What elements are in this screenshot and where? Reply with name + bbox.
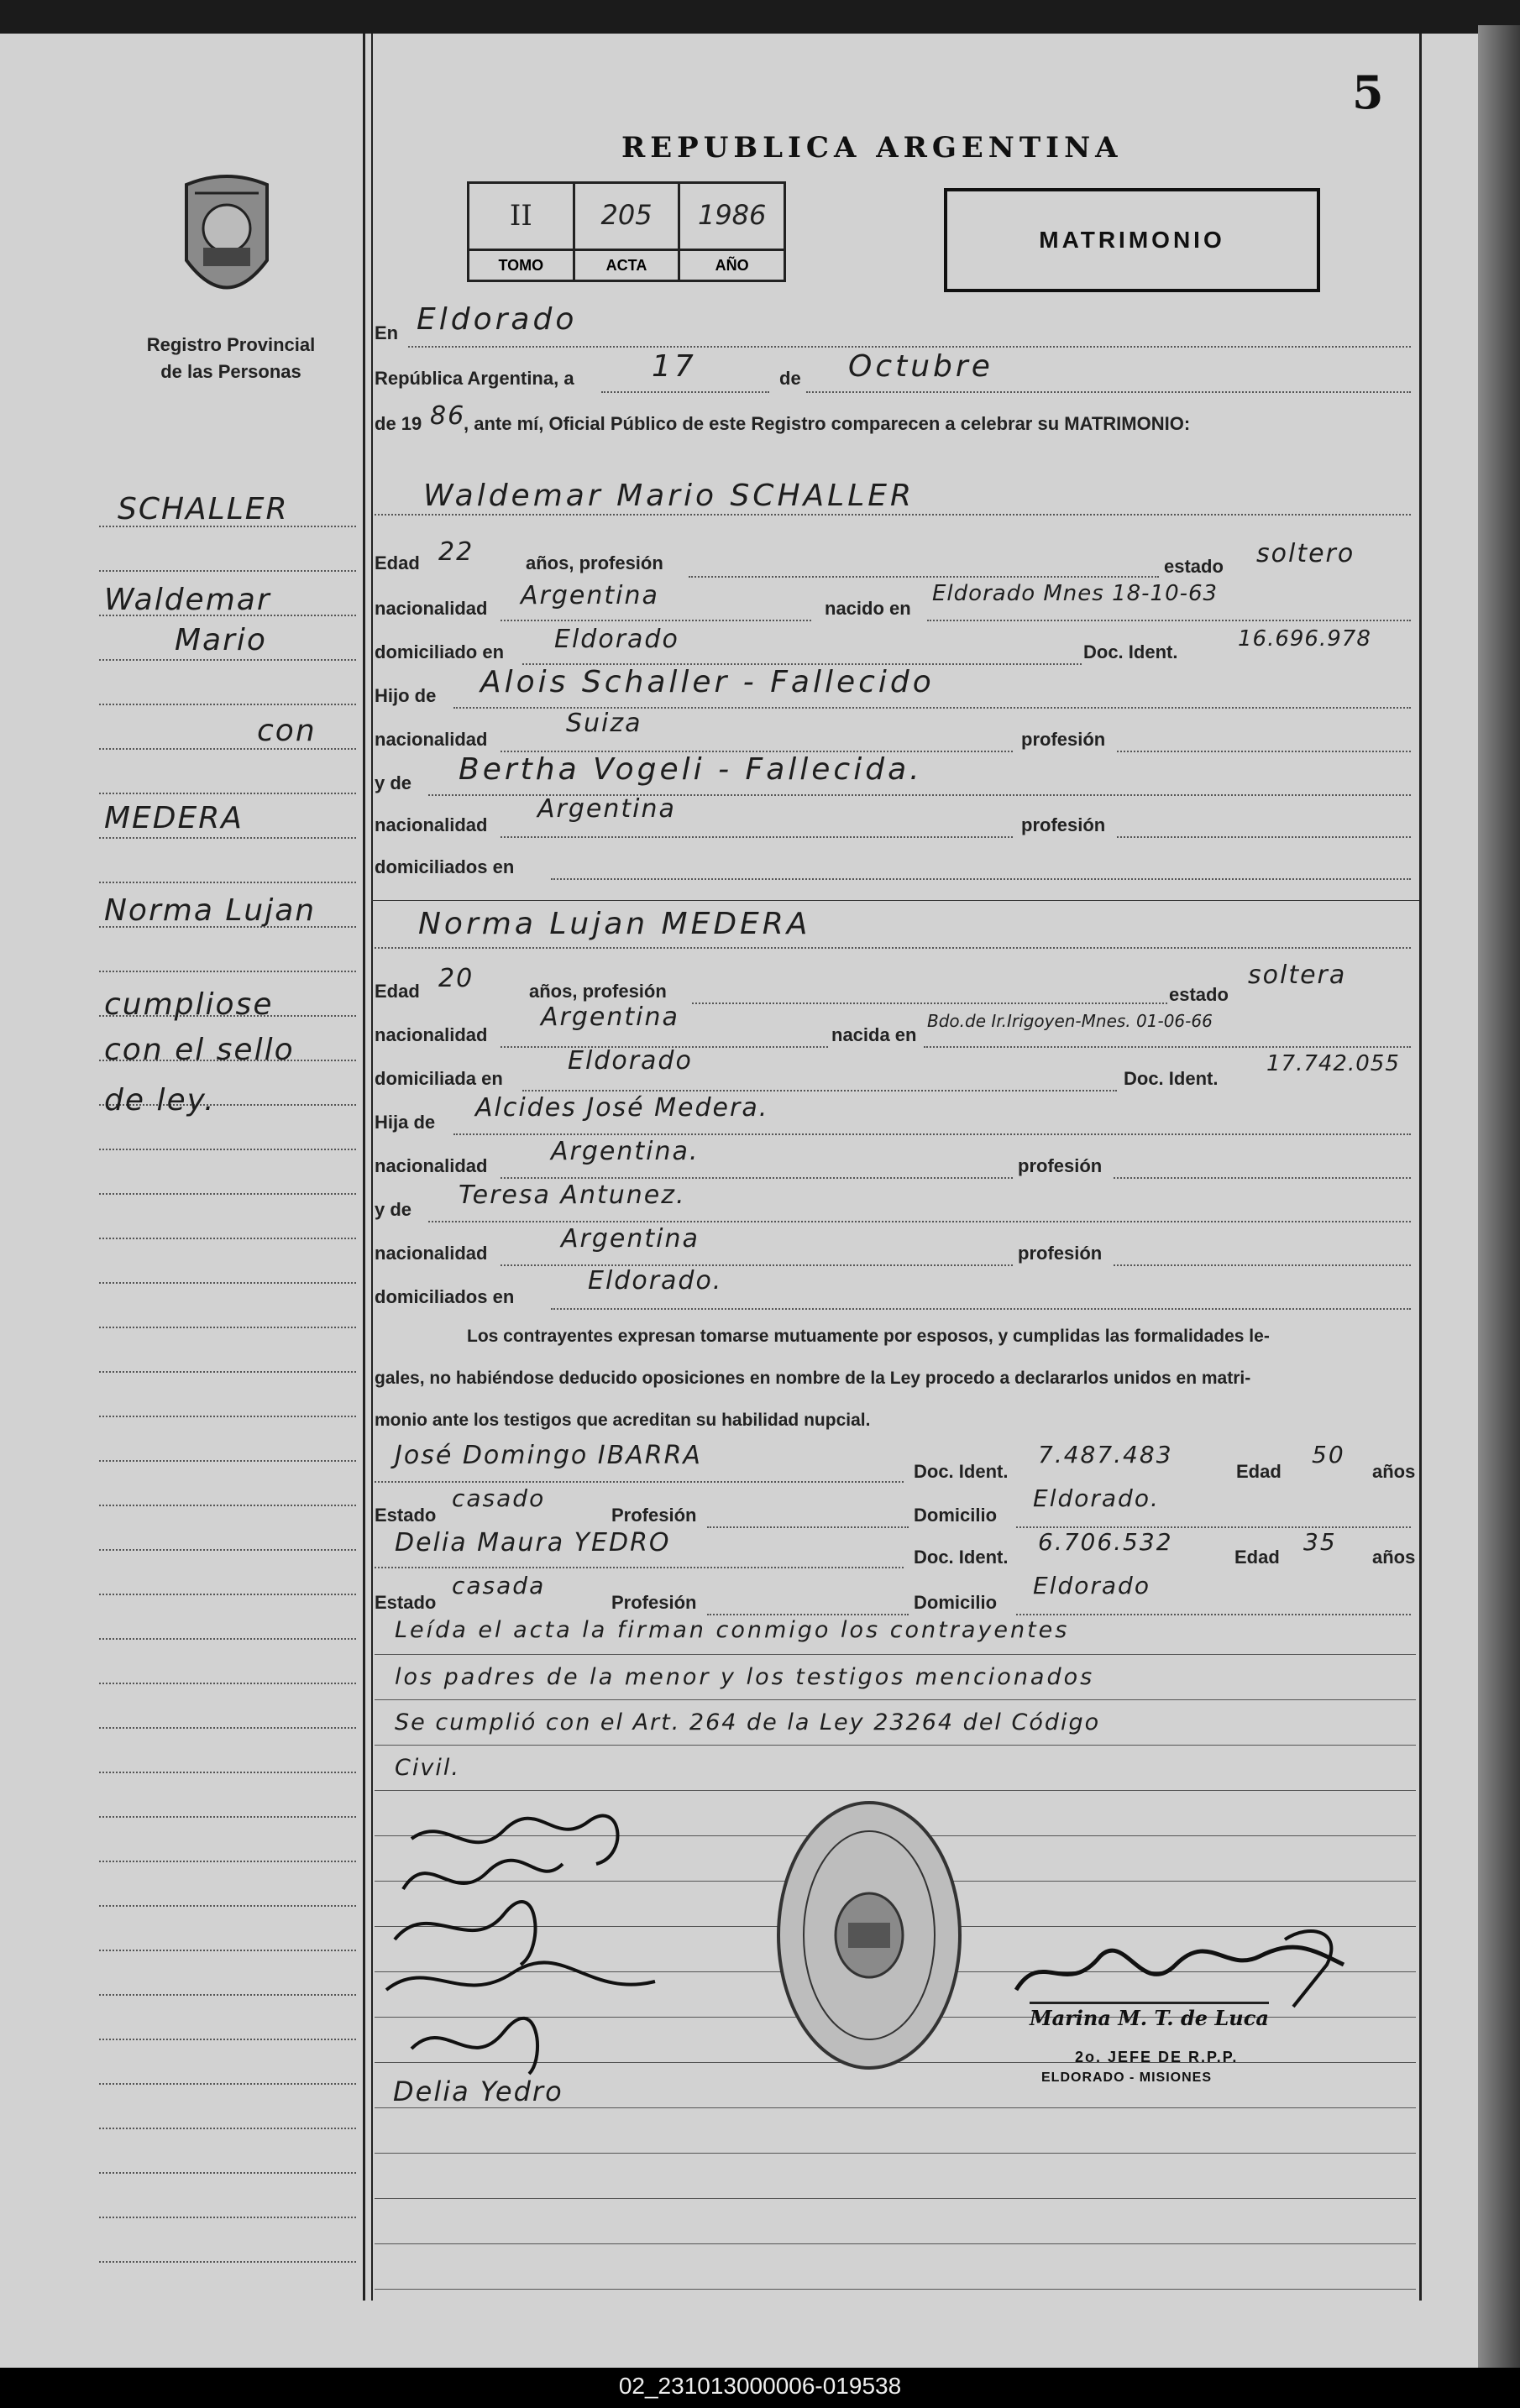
margin-note-3: de ley. (104, 1083, 216, 1118)
declaration-line-1: Los contrayentes expresan tomarse mutuamente por esposos, y cumplidas las formalidades le- (467, 1327, 1270, 1346)
margin-ruled-line (99, 1505, 356, 1506)
bride-full-name: Norma Lujan MEDERA (418, 907, 811, 941)
page-number: 5 (1352, 65, 1384, 119)
margin-ruled-line (99, 2261, 356, 2263)
acta-cell (575, 184, 681, 280)
label-w2-edad: Edad (1234, 1547, 1280, 1568)
margin-ruled-line (99, 2128, 356, 2129)
witness-1-name: José Domingo IBARRA (395, 1441, 702, 1470)
margin-ruled-line (99, 1905, 356, 1907)
bride-nacionalidad: Argentina (541, 1002, 679, 1032)
groom-mother-nac: Argentina (537, 794, 676, 824)
label-bride-father-nac: nacionalidad (375, 1155, 488, 1176)
witness-1-domicilio: Eldorado. (1033, 1484, 1160, 1512)
label-groom-anos-profesion: años, profesión (526, 552, 663, 573)
groom-nacionalidad: Argentina (521, 581, 659, 610)
body-ruled-line (375, 1790, 1416, 1791)
label-groom-domiciliados: domiciliados en (375, 856, 515, 877)
label-bride-father-prof: profesión (1018, 1155, 1103, 1176)
label-w1-doc: Doc. Ident. (914, 1461, 1009, 1482)
inner-rule (371, 34, 373, 2301)
groom-mother: Bertha Vogeli - Fallecida. (459, 752, 923, 787)
document-type: MATRIMONIO (1039, 227, 1225, 253)
line-bride-father-prof (1114, 1177, 1411, 1179)
margin-ruled-line (99, 2217, 356, 2218)
margin-ruled-line (99, 1638, 356, 1640)
coat-of-arms-icon (170, 168, 284, 319)
margin-ruled-line (99, 1683, 356, 1684)
margin-ruled-line (99, 1950, 356, 1951)
line-month (806, 391, 1411, 393)
document-type-box (944, 188, 1320, 292)
closing-line-1: Leída el acta la firman conmigo los contrayentes (395, 1617, 1070, 1643)
intro-year-suffix: 86 (430, 401, 466, 431)
scan-footer (0, 2368, 1520, 2408)
margin-ruled-line (99, 1816, 356, 1818)
label-groom-doc: Doc. Ident. (1083, 641, 1178, 662)
label-w1-anos: años (1372, 1461, 1416, 1482)
margin-ruled-line (99, 1238, 356, 1239)
section-divider (371, 900, 1419, 901)
registry-name-line2: de las Personas (160, 361, 301, 382)
label-groom-nacido: nacido en (825, 598, 911, 619)
margin-name-groom-first: Waldemar (104, 583, 271, 617)
line-groom-profesion (689, 576, 1159, 578)
bride-mother-nac: Argentina (561, 1224, 700, 1254)
line-w1-name (375, 1481, 904, 1483)
margin-ruled-line (99, 1994, 356, 1996)
margin-surname-bride: MEDERA (104, 801, 244, 835)
body-ruled-line (375, 1745, 1416, 1746)
groom-full-name: Waldemar Mario SCHALLER (423, 479, 915, 513)
bride-doc: 17.742.055 (1266, 1051, 1400, 1076)
groom-father-nac: Suiza (566, 709, 642, 738)
label-de: de (779, 368, 801, 389)
intro-statement: , ante mí, Oficial Público de este Registro comparecen a celebrar su MATRIMONIO: (464, 413, 1191, 434)
label-groom-father-nac: nacionalidad (375, 729, 488, 750)
margin-ruled-line (99, 704, 356, 705)
margin-note-2: con el sello (104, 1033, 295, 1067)
margin-surname-groom: SCHALLER (118, 492, 289, 526)
margin-ruled-line (99, 1327, 356, 1328)
label-bride-nacionalidad: nacionalidad (375, 1024, 488, 1045)
label-bride-mother-prof: profesión (1018, 1243, 1103, 1264)
margin-ruled-line (99, 1371, 356, 1373)
witness-2-domicilio: Eldorado (1033, 1572, 1150, 1599)
line-bride-mother (428, 1221, 1411, 1222)
anio-value: 1986 (697, 199, 767, 231)
groom-edad: 22 (438, 537, 474, 567)
line-groom-father-prof (1117, 751, 1411, 752)
margin-ruled-line (99, 1193, 356, 1195)
label-groom-estado: estado (1164, 556, 1224, 577)
label-republica: República Argentina, a (375, 368, 574, 389)
margin-ruled-line (99, 1416, 356, 1417)
line-groom-name (375, 514, 1411, 516)
signature-delia-yedro: Delia Yedro (393, 2076, 563, 2107)
line-groom-mother-nac (501, 836, 1013, 838)
witness-1-doc: 7.487.483 (1038, 1441, 1173, 1468)
groom-domicilio: Eldorado (554, 625, 679, 654)
label-w2-anos: años (1372, 1547, 1416, 1568)
margin-ruled-line (99, 659, 356, 661)
official-name: Marina M. T. de Luca (1030, 2002, 1269, 2030)
margin-ruled-line (99, 1460, 356, 1462)
label-w2-estado: Estado (375, 1592, 437, 1613)
label-groom-hijo: Hijo de (375, 685, 437, 706)
body-ruled-line (375, 1699, 1416, 1700)
line-groom-mother-prof (1117, 836, 1411, 838)
bride-mother: Teresa Antunez. (459, 1180, 686, 1210)
groom-nacido: Eldorado Mnes 18-10-63 (932, 581, 1219, 606)
witness-1-estado: casado (452, 1484, 546, 1512)
label-w2-doc: Doc. Ident. (914, 1547, 1009, 1568)
page-edge (1478, 25, 1520, 2384)
margin-name-bride: Norma Lujan (104, 893, 317, 928)
line-w2-name (375, 1567, 904, 1568)
margin-ruled-line (99, 1772, 356, 1773)
line-bride-mother-prof (1114, 1264, 1411, 1266)
line-groom-domiciliados (551, 878, 1411, 880)
label-w1-profesion: Profesión (611, 1505, 697, 1526)
line-day (601, 391, 769, 393)
margin-ruled-line (99, 1282, 356, 1284)
body-ruled-line (375, 2153, 1416, 2154)
margin-ruled-line (99, 748, 356, 750)
bride-estado: soltera (1248, 961, 1347, 990)
margin-ruled-line (99, 793, 356, 794)
anio-cell (680, 184, 784, 280)
label-bride-nacida: nacida en (831, 1024, 917, 1045)
line-groom-nac (501, 620, 811, 621)
label-w2-domicilio: Domicilio (914, 1592, 998, 1613)
groom-doc: 16.696.978 (1238, 626, 1371, 652)
margin-ruled-line (99, 882, 356, 883)
label-bride-edad: Edad (375, 981, 420, 1002)
body-ruled-line (375, 2198, 1416, 2199)
label-bride-doc: Doc. Ident. (1124, 1068, 1219, 1089)
label-bride-anos-profesion: años, profesión (529, 981, 667, 1002)
label-groom-mother-nac: nacionalidad (375, 814, 488, 835)
declaration-line-2: gales, no habiéndose deducido oposiciones en nombre de la Ley procedo a declararlos unidos en matri- (375, 1369, 1251, 1388)
intro-day: 17 (652, 349, 697, 384)
label-groom-domicilio: domiciliado en (375, 641, 505, 662)
margin-ruled-line (99, 1861, 356, 1862)
body-ruled-line (375, 1654, 1416, 1655)
declaration-line-3: monio ante los testigos que acreditan su habilidad nupcial. (375, 1411, 871, 1430)
margin-ruled-line (99, 837, 356, 839)
official-seal-icon (773, 1797, 966, 2074)
bride-father-nac: Argentina. (551, 1137, 700, 1166)
scan-id: 02_231013000006-019538 (618, 2373, 902, 2399)
margin-ruled-line (99, 570, 356, 572)
body-ruled-line (375, 2243, 1416, 2244)
tomo-label: TOMO (469, 249, 573, 280)
witness-2-estado: casada (452, 1572, 546, 1599)
line-bride-father (453, 1133, 1411, 1135)
label-w2-profesion: Profesión (611, 1592, 697, 1613)
line-bride-name (375, 947, 1411, 949)
bride-father: Alcides José Medera. (475, 1093, 769, 1123)
witness-2-edad: 35 (1303, 1528, 1337, 1556)
label-bride-estado: estado (1169, 984, 1229, 1005)
margin-name-groom-middle: Mario (175, 623, 267, 657)
label-en: En (375, 322, 399, 343)
tomo-cell (469, 184, 575, 280)
label-bride-hija: Hija de (375, 1112, 436, 1133)
label-groom-nacionalidad: nacionalidad (375, 598, 488, 619)
line-bride-profesion (692, 1002, 1167, 1004)
registry-name-line1: Registro Provincial (146, 334, 316, 355)
label-bride-domiciliados: domiciliados en (375, 1286, 515, 1307)
line-groom-nacido (927, 620, 1411, 621)
label-w1-estado: Estado (375, 1505, 437, 1526)
groom-father: Alois Schaller - Fallecido (480, 665, 935, 699)
label-year-prefix: de 19 (375, 413, 422, 434)
label-bride-domicilio: domiciliada en (375, 1068, 503, 1089)
official-signature-scribble (1008, 1914, 1360, 2015)
label-groom-father-prof: profesión (1021, 729, 1106, 750)
margin-ruled-line (99, 1149, 356, 1150)
line-bride-domiciliados (551, 1308, 1411, 1310)
label-w1-edad: Edad (1236, 1461, 1282, 1482)
margin-ruled-line (99, 1727, 356, 1729)
groom-estado: soltero (1256, 539, 1355, 568)
anio-label: AÑO (680, 249, 784, 280)
margin-ruled-line (99, 971, 356, 972)
official-location: ELDORADO - MISIONES (1041, 2070, 1213, 2085)
witness-2-doc: 6.706.532 (1038, 1528, 1173, 1556)
closing-line-4: Civil. (395, 1755, 460, 1781)
line-bride-dom (522, 1090, 1117, 1091)
body-ruled-line (375, 2289, 1416, 2290)
line-bride-father-nac (501, 1177, 1013, 1179)
acta-label: ACTA (575, 249, 679, 280)
line-bride-mother-nac (501, 1264, 1013, 1266)
witness-2-name: Delia Maura YEDRO (395, 1528, 671, 1557)
right-rule (1419, 34, 1422, 2301)
line-bride-nacida (924, 1046, 1411, 1048)
margin-note-1: cumpliose (104, 987, 274, 1022)
margin-ruled-line (99, 1594, 356, 1595)
line-w2-profesion (707, 1614, 909, 1615)
label-groom-mother-prof: profesión (1021, 814, 1106, 835)
witness-1-edad: 50 (1312, 1441, 1345, 1468)
label-bride-mother-nac: nacionalidad (375, 1243, 488, 1264)
country-title: REPUBLICA ARGENTINA (621, 131, 1123, 165)
margin-ruled-line (99, 2172, 356, 2174)
closing-line-2: los padres de la menor y los testigos mencionados (395, 1664, 1095, 1690)
margin-con: con (257, 714, 317, 748)
official-title: 2o. JEFE DE R.P.P. (1075, 2049, 1239, 2065)
intro-place: Eldorado (417, 302, 578, 337)
closing-line-3: Se cumplió con el Art. 264 de la Ley 23264 del Código (395, 1709, 1101, 1735)
line-place (408, 346, 1411, 348)
bride-edad: 20 (438, 964, 474, 993)
line-w2-domicilio (1016, 1614, 1411, 1615)
tomo-acta-box (467, 181, 786, 282)
acta-value: 205 (600, 199, 653, 231)
label-w1-domicilio: Domicilio (914, 1505, 998, 1526)
line-w1-profesion (707, 1526, 909, 1528)
label-bride-y-de: y de (375, 1199, 412, 1220)
label-groom-edad: Edad (375, 552, 420, 573)
bride-domicilio: Eldorado (568, 1046, 693, 1076)
label-groom-y-de: y de (375, 772, 412, 793)
intro-month: Octubre (848, 349, 993, 384)
bride-nacida: Bdo.de Ir.Irigoyen-Mnes. 01-06-66 (927, 1011, 1213, 1031)
margin-rule (363, 34, 365, 2301)
margin-ruled-line (99, 2083, 356, 2085)
margin-ruled-line (99, 1549, 356, 1551)
margin-ruled-line (99, 2039, 356, 2040)
tomo-value: II (509, 199, 532, 233)
certificate-page (0, 34, 1478, 2368)
bride-domiciliados: Eldorado. (588, 1266, 723, 1296)
